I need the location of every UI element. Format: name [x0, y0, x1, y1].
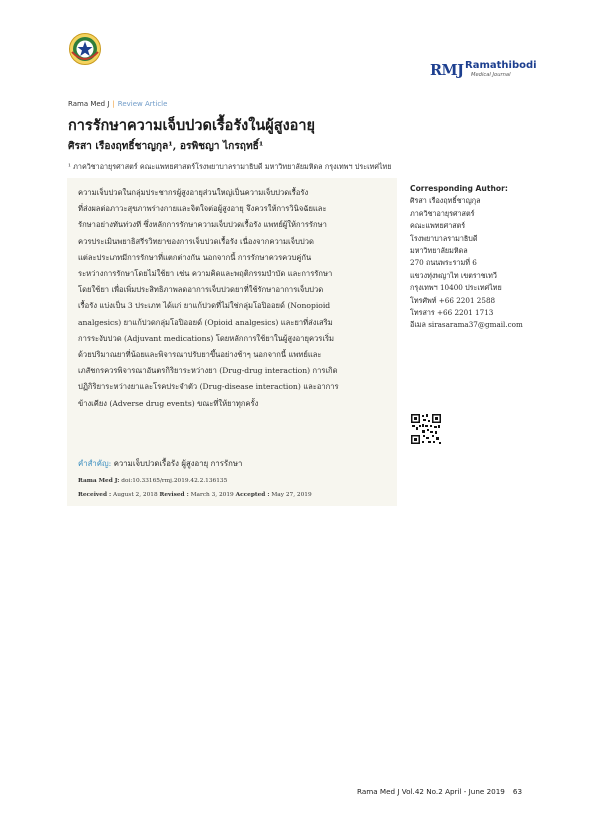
- doi-label: Rama Med J:: [78, 478, 120, 484]
- corresponding-author-line: โทรศัพท์ +66 2201 2588: [410, 295, 496, 305]
- corresponding-author-line: คณะแพทยศาสตร์: [410, 221, 466, 231]
- abstract-line: ระหว่างการรักษาโดยไม่ใช้ยา เช่น ความคิดและพฤติกรรมบำบัด และการรักษา: [78, 269, 333, 279]
- abstract-line: ที่ส่งผลต่อภาวะสุขภาพร่างกายและจิตใจต่อผู้สูงอายุ จึงควรให้การวินิจฉัยและ: [78, 204, 327, 214]
- page-footer: [357, 787, 522, 796]
- abstract-line: เรื้อรัง แบ่งเป็น 3 ประเภท ได้แก่ ยาแก้ปวดที่ไม่ใช่กลุ่มโอปิออยด์ (Nonopioid: [78, 301, 331, 311]
- abstract-line: ความเจ็บปวดในกลุ่มประชากรผู้สูงอายุส่วนใหญ่เป็นความเจ็บปวดเรื้อรัง: [78, 188, 309, 197]
- revised-date: March 3, 2019: [190, 492, 234, 498]
- journal-logo-name: Ramathibodi: [465, 60, 537, 71]
- keywords-label: คำสำคัญ:: [78, 459, 112, 468]
- corresponding-author-line: ศิรสา เรืองฤทธิ์ชาญกุล: [410, 196, 481, 206]
- keywords: [78, 458, 242, 470]
- qr-code-icon[interactable]: [410, 413, 442, 445]
- corresponding-author-line: กรุงเทพฯ 10400 ประเทศไทย: [410, 283, 502, 293]
- author-list: ศิรสา เรืองฤทธิ์ชาญกุล¹, อรพิชญา ไกรฤทธิ์¹: [68, 140, 264, 152]
- abstract-body: [78, 185, 390, 412]
- doi-value: doi:10.33165/rmj.2019.42.2.136135: [121, 478, 228, 484]
- abstract-line: รักษาอย่างทันท่วงที ซึ่งหลักการรักษาความเจ็บปวดเรื้อรัง แพทย์ผู้ให้การรักษา: [78, 220, 327, 230]
- accepted-date: May 27, 2019: [271, 492, 312, 498]
- abstract-line: โดยใช้ยา เพื่อเพิ่มประสิทธิภาพลดอาการเจ็บปวดยาที่ใช้รักษาอาการเจ็บปวด: [78, 285, 324, 295]
- corresponding-author-heading: Corresponding Author:: [410, 184, 508, 193]
- doi-line: [78, 478, 227, 484]
- corresponding-author-line: มหาวิทยาลัยมหิดล: [410, 246, 468, 256]
- corresponding-author-line: โทรสาร +66 2201 1713: [410, 308, 494, 318]
- footer-citation: Rama Med J Vol.42 No.2 April - June 2019: [357, 787, 505, 796]
- journal-logo: [430, 59, 540, 85]
- abstract-line: ปฏิกิริยาระหว่างยาและโรคประจำตัว (Drug-disease interaction) และอาการ: [78, 382, 339, 392]
- revised-label: Revised :: [159, 492, 189, 498]
- abstract-line: เภสัชกรควรพิจารณาอันตรกิริยาระหว่างยา (Drug-drug interaction) การเกิด: [78, 366, 338, 376]
- corresponding-author-line: โรงพยาบาลรามาธิบดี: [410, 233, 478, 243]
- university-seal-logo: [68, 32, 102, 66]
- article-dates: [78, 492, 312, 498]
- journal-logo-letters: RMJ: [430, 62, 464, 79]
- running-head-journal: Rama Med J: [68, 100, 110, 108]
- accepted-label: Accepted :: [235, 492, 270, 498]
- keywords-values: ความเจ็บปวดเรื้อรัง ผู้สูงอายุ การรักษา: [113, 459, 243, 468]
- running-head-separator: |: [112, 100, 115, 108]
- running-head: [68, 100, 167, 108]
- article-title: การรักษาความเจ็บปวดเรื้อรังในผู้สูงอายุ: [68, 117, 316, 134]
- abstract-line: analgesics) ยาแก้ปวดกลุ่มโอปิออยด์ (Opioid analgesics) และยาที่ส่งเสริม: [78, 317, 333, 327]
- journal-logo-subtitle: Medical Journal: [471, 72, 511, 78]
- received-date: August 2, 2018: [113, 492, 158, 498]
- abstract-line: การระงับปวด (Adjuvant medications) โดยหลักการใช้ยาในผู้สูงอายุควรเริ่ม: [78, 333, 335, 343]
- article-type: Review Article: [117, 100, 168, 108]
- corresponding-author-line: ภาควิชาอายุรศาสตร์: [410, 208, 475, 218]
- abstract-line: แต่ละประเภทมีการรักษาที่แตกต่างกัน นอกจากนี้ การรักษาควรควบคู่กัน: [78, 252, 312, 262]
- abstract-line: ควรประเมินพยาธิสรีรวิทยาของการเจ็บปวดเรื้อรัง เนื่องจากความเจ็บปวด: [78, 236, 314, 246]
- corresponding-author-line: แขวงทุ่งพญาไท เขตราชเทวี: [410, 270, 497, 280]
- corresponding-author-line: 270 ถนนพระรามที่ 6: [410, 258, 477, 268]
- corresponding-author-email[interactable]: อีเมล sirasarama37@gmail.com: [410, 320, 523, 330]
- corresponding-author: [410, 183, 560, 332]
- received-label: Received :: [78, 492, 112, 498]
- page-number: 63: [512, 787, 523, 796]
- abstract-line: ข้างเคียง (Adverse drug events) ขณะที่ให้ยาทุกครั้ง: [78, 398, 259, 408]
- abstract-line: ด้วยปริมาณยาที่น้อยและพิจารณาปรับยาขึ้นอย่างช้าๆ นอกจากนี้ แพทย์และ: [78, 350, 322, 360]
- author-affiliation: ¹ ภาควิชาอายุรศาสตร์ คณะแพทยศาสตร์โรงพยาบาลรามาธิบดี มหาวิทยาลัยมหิดล กรุงเทพฯ ประเทศไทย: [68, 162, 392, 171]
